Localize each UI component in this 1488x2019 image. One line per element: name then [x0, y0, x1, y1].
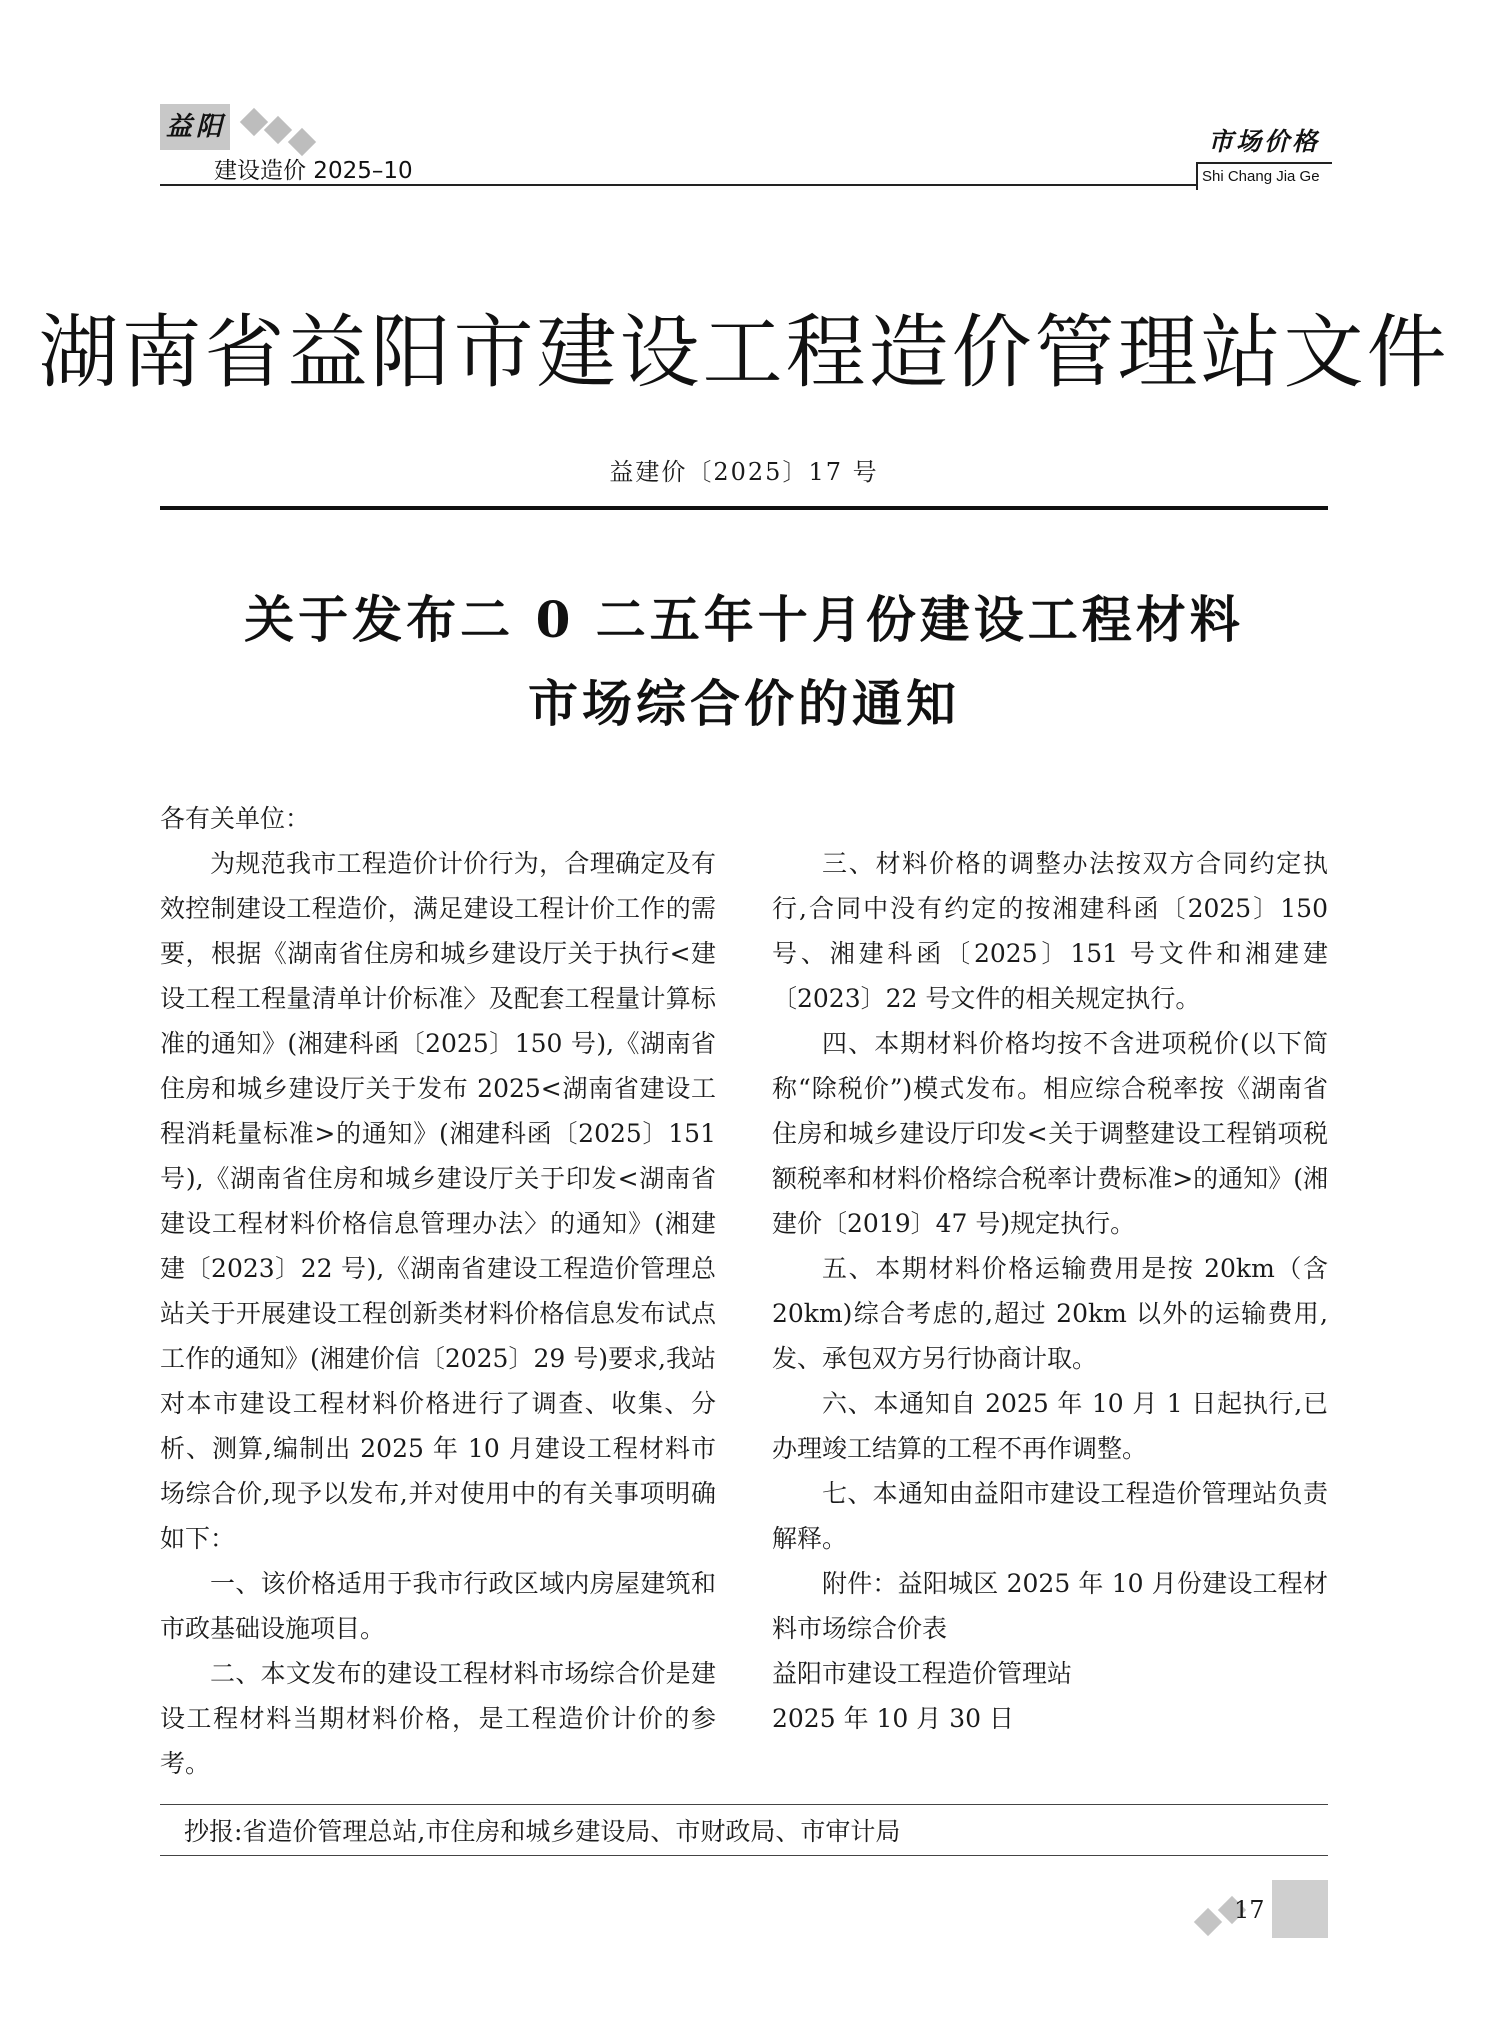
cc-top-rule	[160, 1804, 1328, 1805]
item-4: 四、本期材料价格均按不含进项税价(以下简称“除税价”)模式发布。相应综合税率按《湖南省住房和城乡建设厅印发<关于调整建设工程销项税额税率和材料价格综合税率计费标准>的通知》(湘建价〔2019〕47 号)规定执行。	[772, 1029, 1328, 1238]
body-column-left	[160, 796, 716, 1786]
decorative-diamond-icon	[1194, 1908, 1222, 1936]
item-2: 二、本文发布的建设工程材料市场综合价是建设工程材料当期材料价格，是工程造价计价的参考。	[160, 1659, 716, 1778]
body-column-right	[772, 841, 1328, 1741]
item-7: 七、本通知由益阳市建设工程造价管理站负责解释。	[772, 1479, 1328, 1553]
header-logo-text: 益阳	[166, 112, 227, 142]
cc-bottom-rule	[160, 1855, 1328, 1856]
masthead-rule	[160, 506, 1328, 510]
section-title: 市场价格	[1208, 127, 1321, 156]
item-6: 六、本通知自 2025 年 10 月 1 日起执行,已办理竣工结算的工程不再作调整。	[772, 1389, 1328, 1463]
decorative-diamond-icon	[264, 116, 292, 144]
cc-list: 抄报:省造价管理总站,市住房和城乡建设局、市财政局、市审计局	[184, 1817, 901, 1846]
section-pinyin: Shi Chang Jia Ge	[1202, 168, 1320, 185]
intro-paragraph: 为规范我市工程造价计价行为，合理确定及有效控制建设工程造价，满足建设工程计价工作的需要，根据《湖南省住房和城乡建设厅关于执行<建设工程工程量清单计价标准〉及配套工程量计算标准的通知》(湘建科函〔2025〕150 号),《湖南省住房和城乡建设厅关于发布 2025<湖南省建设工程消耗量标准>的通知》(湘建科函〔2025〕151 号),《湖南省住房和城乡建设厅关于印发<湖南省建设工程材料价格信息管理办法〉的通知》(湘建建〔2023〕22 号),《湖南省建设工程造价管理总站关于开展建设工程创新类材料价格信息发布试点工作的通知》(湘建价信〔2025〕29 号)要求,我站对本市建设工程材料价格进行了调查、收集、分析、测算,编制出 2025 年 10 月建设工程材料市场综合价,现予以发布,并对使用中的有关事项明确如下：	[160, 849, 716, 1553]
header-rule	[160, 184, 1198, 186]
salutation: 各有关单位：	[160, 804, 311, 833]
issue-date: 2025 年 10 月 30 日	[772, 1704, 1014, 1733]
journal-issue: 建设造价 2025–10	[214, 158, 413, 184]
attachment-note: 附件：益阳城区 2025 年 10 月份建设工程材料市场综合价表	[772, 1569, 1328, 1643]
notice-title-line-2: 市场综合价的通知	[528, 674, 960, 733]
item-5: 五、本期材料价格运输费用是按 20km（含20km)综合考虑的,超过 20km 以外的运输费用,发、承包双方另行协商计取。	[772, 1254, 1328, 1373]
decorative-diamond-icon	[240, 108, 268, 136]
issuer-signature: 益阳市建设工程造价管理站	[772, 1659, 1073, 1688]
item-1: 一、该价格适用于我市行政区域内房屋建筑和市政基础设施项目。	[160, 1569, 716, 1643]
notice-title-line-1: 关于发布二 0 二五年十月份建设工程材料	[244, 590, 1244, 649]
document-number: 益建价〔2025〕17 号	[609, 458, 879, 486]
document-masthead: 湖南省益阳市建设工程造价管理站文件	[38, 306, 1450, 399]
item-3: 三、材料价格的调整办法按双方合同约定执行,合同中没有约定的按湘建科函〔2025〕150 号、湘建科函〔2025〕151 号文件和湘建建〔2023〕22 号文件的相关规定执行。	[772, 849, 1328, 1013]
page-number: 17	[1234, 1896, 1265, 1924]
page-number-block	[1272, 1880, 1328, 1938]
